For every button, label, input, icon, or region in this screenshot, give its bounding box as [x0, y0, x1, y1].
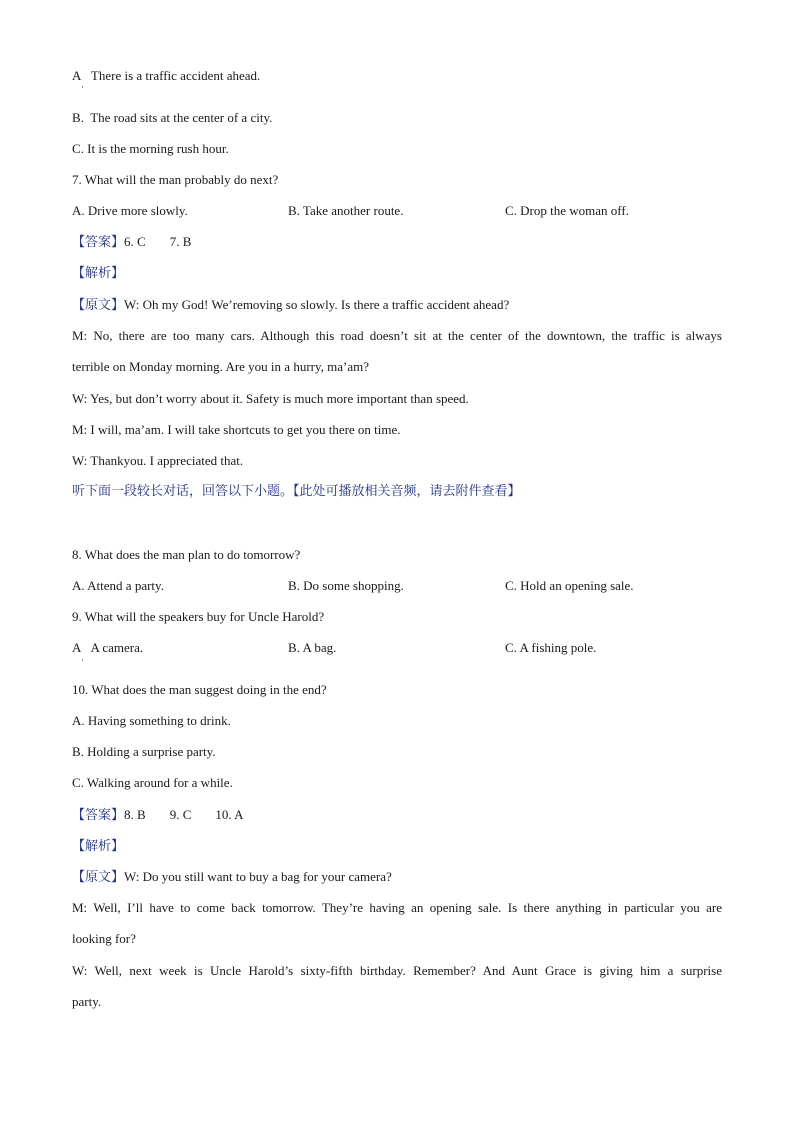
dot-mark: · — [81, 82, 84, 92]
option-text: The road sits at the center of a city. — [90, 110, 273, 125]
q6-option-b — [72, 109, 272, 127]
answer-tag: 【答案】 — [72, 808, 125, 823]
answer-item: 9. C — [169, 807, 192, 822]
q10-option-b: B. Holding a surprise party. — [72, 744, 216, 759]
option-text: A camera. — [90, 640, 144, 655]
q8-option-b: B. Do some shopping. — [288, 578, 404, 593]
q8-option-c: C. Hold an opening sale. — [505, 578, 634, 593]
q7-option-a: A. Drive more slowly. — [72, 203, 188, 218]
listening-instruction: 听下面一段较长对话，回答以下小题。【此处可播放相关音频，请去附件查看】 — [72, 484, 521, 499]
dot-mark: · — [81, 655, 84, 665]
analysis-tag — [72, 264, 124, 283]
answer-item: 7. B — [169, 234, 192, 249]
transcript-line: terrible on Monday morning. Are you in a hurry, ma’am? — [72, 359, 369, 374]
transcript-line: M: No, there are too many cars. Although this road doesn’t sit at the center of the downtown, the traffic is always — [72, 328, 722, 343]
transcript-text: W: Do you still want to buy a bag for your camera? — [124, 869, 392, 884]
transcript-tag: 【原文】 — [72, 870, 125, 885]
transcript-line: W: Thankyou. I appreciated that. — [72, 453, 244, 468]
transcript-line: M: Well, I’ll have to come back tomorrow. They’re having an opening sale. Is there anything in particular you are — [72, 900, 722, 915]
analysis-label: 【解析】 — [72, 266, 125, 281]
transcript-line — [72, 296, 509, 315]
q7-option-c: C. Drop the woman off. — [505, 203, 629, 218]
analysis-label: 【解析】 — [72, 839, 125, 854]
option-text: It is the morning rush hour. — [87, 141, 229, 156]
analysis-tag — [72, 837, 124, 856]
q6-option-c — [72, 140, 229, 158]
transcript-line: W: Yes, but don’t worry about it. Safety is much more important than speed. — [72, 391, 469, 406]
q9-question: 9. What will the speakers buy for Uncle Harold? — [72, 609, 325, 624]
transcript-tag: 【原文】 — [72, 298, 125, 313]
q10-option-c: C. Walking around for a while. — [72, 775, 233, 790]
q9-option-b: B. A bag. — [288, 640, 337, 655]
q10-question: 10. What does the man suggest doing in the end? — [72, 682, 327, 697]
q8-option-a: A. Attend a party. — [72, 578, 164, 593]
q10-option-a: A. Having something to drink. — [72, 713, 231, 728]
answer-tag: 【答案】 — [72, 235, 125, 250]
transcript-line: W: Well, next week is Uncle Harold’s sixty-fifth birthday. Remember? And Aunt Grace is giving him a surprise — [72, 963, 722, 978]
transcript-line: party. — [72, 994, 102, 1009]
option-letter: C. — [72, 141, 84, 156]
answer-line — [72, 806, 244, 825]
option-letter: B. — [72, 110, 84, 125]
q7-option-b: B. Take another route. — [288, 203, 404, 218]
answer-item: 6. C — [124, 234, 146, 249]
transcript-line — [72, 868, 392, 887]
q6-option-a — [72, 67, 260, 85]
q9-option-c: C. A fishing pole. — [505, 640, 597, 655]
answer-item: 10. A — [215, 807, 244, 822]
q8-question: 8. What does the man plan to do tomorrow? — [72, 547, 301, 562]
q7-question: 7. What will the man probably do next? — [72, 172, 279, 187]
option-text: There is a traffic accident ahead. — [90, 68, 261, 83]
transcript-line: looking for? — [72, 931, 136, 946]
answer-line — [72, 233, 191, 252]
option-letter: A — [72, 640, 82, 655]
answer-item: 8. B — [124, 807, 146, 822]
option-letter: A — [72, 68, 82, 83]
transcript-line: M: I will, ma’am. I will take shortcuts to get you there on time. — [72, 422, 401, 437]
transcript-text: W: Oh my God! We’removing so slowly. Is there a traffic accident ahead? — [124, 297, 510, 312]
